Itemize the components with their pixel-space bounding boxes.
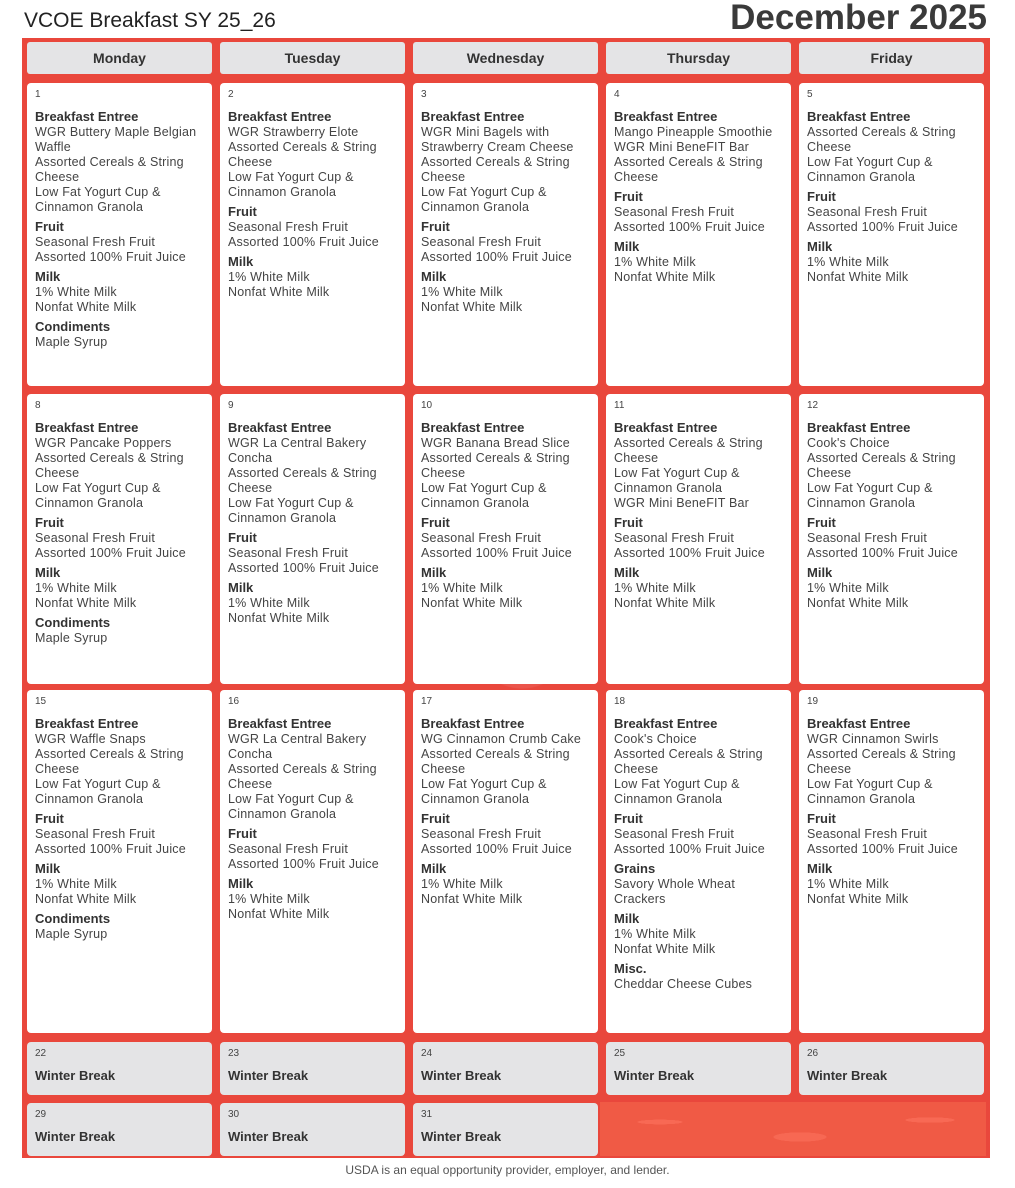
section-heading: Milk — [614, 239, 640, 254]
section-heading: Milk — [228, 876, 254, 891]
day-cell — [27, 394, 212, 684]
section-heading: Milk — [807, 239, 833, 254]
menu-item: Nonfat White Milk — [807, 892, 909, 906]
section-heading: Milk — [421, 861, 447, 876]
break-cell — [413, 1103, 598, 1156]
menu-item: Assorted Cereals & String — [614, 747, 763, 761]
menu-item: Assorted Cereals & String — [614, 436, 763, 450]
section-heading: Milk — [35, 565, 61, 580]
day-cell — [27, 690, 212, 1033]
break-cell — [27, 1103, 212, 1156]
section-heading: Breakfast Entree — [807, 420, 911, 435]
section-heading: Breakfast Entree — [35, 109, 139, 124]
day-number: 29 — [35, 1109, 47, 1120]
menu-item: Seasonal Fresh Fruit — [228, 220, 349, 234]
menu-item: WGR La Central Bakery — [228, 436, 367, 450]
menu-item: Strawberry Cream Cheese — [421, 140, 574, 154]
menu-item: 1% White Milk — [35, 285, 117, 299]
menu-item: Cinnamon Granola — [228, 185, 337, 199]
menu-item: Cheese — [807, 466, 852, 480]
menu-item: WGR Banana Bread Slice — [421, 436, 570, 450]
day-header-friday: Friday — [799, 42, 984, 74]
menu-item: Cinnamon Granola — [807, 170, 916, 184]
menu-item: Seasonal Fresh Fruit — [35, 531, 156, 545]
menu-item: Low Fat Yogurt Cup & — [807, 155, 933, 169]
menu-item: Cook's Choice — [807, 436, 890, 450]
section-heading: Milk — [614, 565, 640, 580]
winter-break-label: Winter Break — [228, 1129, 309, 1144]
day-number: 24 — [421, 1048, 433, 1059]
menu-item: Cinnamon Granola — [35, 792, 144, 806]
menu-item: Assorted 100% Fruit Juice — [614, 842, 765, 856]
day-header-monday: Monday — [27, 42, 212, 74]
menu-item: 1% White Milk — [35, 581, 117, 595]
menu-item: Seasonal Fresh Fruit — [807, 827, 928, 841]
day-cell — [606, 83, 791, 386]
menu-item: Assorted 100% Fruit Juice — [421, 842, 572, 856]
break-cell — [27, 1042, 212, 1095]
menu-item: Nonfat White Milk — [614, 270, 716, 284]
menu-item: 1% White Milk — [228, 892, 310, 906]
menu-item: 1% White Milk — [807, 877, 889, 891]
menu-item: Assorted Cereals & String — [614, 155, 763, 169]
menu-item: Cinnamon Granola — [421, 496, 530, 510]
menu-item: Cheese — [35, 466, 80, 480]
day-number: 26 — [807, 1048, 819, 1059]
day-number: 25 — [614, 1048, 626, 1059]
menu-item: WGR Strawberry Elote — [228, 125, 359, 139]
section-heading: Breakfast Entree — [807, 716, 911, 731]
menu-item: Assorted Cereals & String — [421, 451, 570, 465]
menu-item: Assorted 100% Fruit Juice — [35, 842, 186, 856]
day-number: 23 — [228, 1048, 240, 1059]
menu-item: Low Fat Yogurt Cup & — [421, 185, 547, 199]
menu-item: Assorted Cereals & String — [807, 451, 956, 465]
menu-item: Nonfat White Milk — [421, 596, 523, 610]
menu-item: Cinnamon Granola — [807, 792, 916, 806]
menu-item: Nonfat White Milk — [614, 942, 716, 956]
menu-item: Nonfat White Milk — [807, 270, 909, 284]
section-heading: Breakfast Entree — [228, 420, 332, 435]
section-heading: Breakfast Entree — [35, 420, 139, 435]
menu-item: WGR Mini BeneFIT Bar — [614, 140, 750, 154]
day-cell — [799, 394, 984, 684]
menu-item: 1% White Milk — [421, 285, 503, 299]
break-cell — [220, 1103, 405, 1156]
day-number: 9 — [228, 400, 234, 411]
section-heading: Breakfast Entree — [614, 420, 718, 435]
menu-item: Seasonal Fresh Fruit — [421, 827, 542, 841]
menu-item: Assorted Cereals & String — [421, 155, 570, 169]
month-title: December 2025 — [730, 0, 987, 37]
section-heading: Milk — [228, 580, 254, 595]
menu-item: Cheese — [807, 762, 852, 776]
day-cell — [413, 690, 598, 1033]
day-number: 5 — [807, 89, 813, 100]
section-heading: Fruit — [614, 189, 643, 204]
section-heading: Fruit — [807, 515, 836, 530]
menu-item: Assorted 100% Fruit Juice — [807, 220, 958, 234]
day-number: 1 — [35, 89, 41, 100]
menu-item: Assorted Cereals & String — [35, 155, 184, 169]
menu-item: Maple Syrup — [35, 927, 108, 941]
menu-item: Low Fat Yogurt Cup & — [35, 777, 161, 791]
section-heading: Condiments — [35, 911, 111, 926]
winter-break-label: Winter Break — [35, 1129, 116, 1144]
menu-item: Cinnamon Granola — [614, 792, 723, 806]
menu-item: Cinnamon Granola — [35, 496, 144, 510]
section-heading: Fruit — [421, 515, 450, 530]
menu-item: 1% White Milk — [807, 255, 889, 269]
menu-item: Mango Pineapple Smoothie — [614, 125, 773, 139]
section-heading: Fruit — [421, 219, 450, 234]
day-number: 31 — [421, 1109, 433, 1120]
day-number: 4 — [614, 89, 620, 100]
menu-item: 1% White Milk — [614, 255, 696, 269]
menu-item: Cheese — [421, 466, 466, 480]
menu-item: Assorted 100% Fruit Juice — [228, 235, 379, 249]
menu-item: Cinnamon Granola — [421, 792, 530, 806]
section-heading: Grains — [614, 861, 656, 876]
day-header-wednesday: Wednesday — [413, 42, 598, 74]
menu-item: Seasonal Fresh Fruit — [421, 531, 542, 545]
day-cell — [220, 83, 405, 386]
footer-note: USDA is an equal opportunity provider, employer, and lender. — [345, 1163, 670, 1177]
winter-break-label: Winter Break — [35, 1068, 116, 1083]
calendar-title: VCOE Breakfast SY 25_26 — [24, 9, 276, 32]
section-heading: Fruit — [35, 515, 64, 530]
menu-item: Assorted Cereals & String — [228, 466, 377, 480]
menu-item: Cheese — [421, 762, 466, 776]
menu-item: WGR Cinnamon Swirls — [807, 732, 939, 746]
section-heading: Breakfast Entree — [614, 716, 718, 731]
day-header-thursday: Thursday — [606, 42, 791, 74]
menu-item: Cheese — [614, 170, 659, 184]
menu-item: 1% White Milk — [421, 581, 503, 595]
menu-item: Nonfat White Milk — [421, 300, 523, 314]
menu-item: Concha — [228, 747, 273, 761]
menu-item: Low Fat Yogurt Cup & — [421, 777, 547, 791]
day-number: 18 — [614, 696, 626, 707]
menu-item: Crackers — [614, 892, 666, 906]
menu-item: Cheddar Cheese Cubes — [614, 977, 753, 991]
section-heading: Condiments — [35, 615, 111, 630]
menu-item: 1% White Milk — [807, 581, 889, 595]
section-heading: Misc. — [614, 961, 647, 976]
menu-item: Cheese — [228, 155, 273, 169]
section-heading: Breakfast Entree — [421, 716, 525, 731]
menu-item: Nonfat White Milk — [35, 596, 137, 610]
section-heading: Fruit — [807, 811, 836, 826]
menu-item: WGR Waffle Snaps — [35, 732, 146, 746]
menu-item: Seasonal Fresh Fruit — [807, 531, 928, 545]
menu-item: WGR Buttery Maple Belgian — [35, 125, 197, 139]
menu-item: Assorted Cereals & String — [421, 747, 570, 761]
section-heading: Breakfast Entree — [228, 716, 332, 731]
menu-item: Maple Syrup — [35, 631, 108, 645]
day-cell — [799, 690, 984, 1033]
menu-item: Assorted 100% Fruit Juice — [614, 546, 765, 560]
day-cell — [799, 83, 984, 386]
menu-item: Cheese — [35, 762, 80, 776]
menu-item: 1% White Milk — [614, 927, 696, 941]
menu-item: Nonfat White Milk — [421, 892, 523, 906]
menu-item: Nonfat White Milk — [35, 300, 137, 314]
menu-item: Assorted Cereals & String — [807, 125, 956, 139]
winter-break-label: Winter Break — [228, 1068, 309, 1083]
menu-item: Low Fat Yogurt Cup & — [807, 777, 933, 791]
menu-item: Low Fat Yogurt Cup & — [807, 481, 933, 495]
menu-item: Assorted Cereals & String — [35, 451, 184, 465]
break-cell — [799, 1042, 984, 1095]
menu-item: Seasonal Fresh Fruit — [614, 827, 735, 841]
menu-item: Assorted 100% Fruit Juice — [421, 250, 572, 264]
day-number: 16 — [228, 696, 240, 707]
day-header-tuesday: Tuesday — [220, 42, 405, 74]
section-heading: Breakfast Entree — [421, 420, 525, 435]
section-heading: Milk — [35, 269, 61, 284]
section-heading: Breakfast Entree — [807, 109, 911, 124]
menu-item: Seasonal Fresh Fruit — [807, 205, 928, 219]
section-heading: Fruit — [228, 204, 257, 219]
day-number: 11 — [614, 400, 625, 411]
menu-item: 1% White Milk — [614, 581, 696, 595]
day-number: 10 — [421, 400, 433, 411]
section-heading: Fruit — [614, 811, 643, 826]
menu-item: WGR Mini BeneFIT Bar — [614, 496, 750, 510]
day-number: 2 — [228, 89, 234, 100]
section-heading: Milk — [35, 861, 61, 876]
menu-item: Cinnamon Granola — [228, 511, 337, 525]
menu-item: Cheese — [614, 762, 659, 776]
menu-item: Nonfat White Milk — [614, 596, 716, 610]
section-heading: Fruit — [614, 515, 643, 530]
menu-item: Cook's Choice — [614, 732, 697, 746]
menu-item: Cheese — [421, 170, 466, 184]
menu-item: Low Fat Yogurt Cup & — [35, 185, 161, 199]
winter-break-label: Winter Break — [421, 1129, 502, 1144]
day-cell — [220, 690, 405, 1033]
menu-item: Assorted 100% Fruit Juice — [35, 546, 186, 560]
floral-decoration — [600, 1102, 986, 1156]
menu-item: Cinnamon Granola — [614, 481, 723, 495]
menu-item: Nonfat White Milk — [807, 596, 909, 610]
section-heading: Fruit — [35, 811, 64, 826]
menu-item: Seasonal Fresh Fruit — [614, 531, 735, 545]
section-heading: Fruit — [421, 811, 450, 826]
menu-item: Savory Whole Wheat — [614, 877, 736, 891]
section-heading: Milk — [421, 269, 447, 284]
menu-item: 1% White Milk — [228, 270, 310, 284]
menu-item: Assorted Cereals & String — [807, 747, 956, 761]
menu-item: Low Fat Yogurt Cup & — [228, 170, 354, 184]
section-heading: Fruit — [228, 826, 257, 841]
day-number: 22 — [35, 1048, 47, 1059]
day-number: 15 — [35, 696, 47, 707]
day-cell — [413, 83, 598, 386]
day-cell — [27, 83, 212, 386]
menu-item: Nonfat White Milk — [228, 907, 330, 921]
section-heading: Breakfast Entree — [421, 109, 525, 124]
section-heading: Fruit — [807, 189, 836, 204]
menu-item: 1% White Milk — [421, 877, 503, 891]
menu-item: Assorted 100% Fruit Juice — [807, 842, 958, 856]
menu-item: Low Fat Yogurt Cup & — [228, 496, 354, 510]
break-cell — [413, 1042, 598, 1095]
menu-item: Cheese — [614, 451, 659, 465]
menu-item: Assorted 100% Fruit Juice — [614, 220, 765, 234]
section-heading: Breakfast Entree — [614, 109, 718, 124]
winter-break-label: Winter Break — [614, 1068, 695, 1083]
menu-item: Assorted Cereals & String — [228, 140, 377, 154]
day-number: 17 — [421, 696, 433, 707]
day-number: 19 — [807, 696, 819, 707]
menu-item: Cheese — [807, 140, 852, 154]
winter-break-label: Winter Break — [421, 1068, 502, 1083]
menu-item: Seasonal Fresh Fruit — [35, 827, 156, 841]
day-number: 30 — [228, 1109, 240, 1120]
section-heading: Milk — [228, 254, 254, 269]
menu-item: WG Cinnamon Crumb Cake — [421, 732, 582, 746]
day-cell — [413, 394, 598, 684]
day-cell — [606, 690, 791, 1033]
menu-item: WGR La Central Bakery — [228, 732, 367, 746]
menu-item: Seasonal Fresh Fruit — [228, 842, 349, 856]
section-heading: Fruit — [228, 530, 257, 545]
menu-item: 1% White Milk — [228, 596, 310, 610]
menu-item: Waffle — [35, 140, 71, 154]
menu-item: WGR Pancake Poppers — [35, 436, 172, 450]
menu-item: Low Fat Yogurt Cup & — [421, 481, 547, 495]
menu-item: Cinnamon Granola — [228, 807, 337, 821]
day-cell — [606, 394, 791, 684]
menu-item: Assorted 100% Fruit Juice — [228, 561, 379, 575]
break-cell — [606, 1042, 791, 1095]
menu-item: Cheese — [35, 170, 80, 184]
section-heading: Condiments — [35, 319, 111, 334]
day-cell — [220, 394, 405, 684]
menu-item: Cheese — [228, 777, 273, 791]
menu-item: Assorted 100% Fruit Juice — [807, 546, 958, 560]
menu-item: Assorted 100% Fruit Juice — [421, 546, 572, 560]
section-heading: Milk — [614, 911, 640, 926]
day-number: 12 — [807, 400, 819, 411]
winter-break-label: Winter Break — [807, 1068, 888, 1083]
menu-item: Assorted 100% Fruit Juice — [228, 857, 379, 871]
menu-item: Seasonal Fresh Fruit — [614, 205, 735, 219]
break-cell — [220, 1042, 405, 1095]
menu-item: Nonfat White Milk — [228, 611, 330, 625]
menu-item: 1% White Milk — [35, 877, 117, 891]
menu-item: Seasonal Fresh Fruit — [228, 546, 349, 560]
menu-item: Assorted Cereals & String — [35, 747, 184, 761]
section-heading: Breakfast Entree — [228, 109, 332, 124]
menu-item: Seasonal Fresh Fruit — [35, 235, 156, 249]
day-number: 3 — [421, 89, 427, 100]
section-heading: Milk — [807, 565, 833, 580]
section-heading: Milk — [807, 861, 833, 876]
menu-item: Seasonal Fresh Fruit — [421, 235, 542, 249]
menu-item: Cheese — [228, 481, 273, 495]
menu-item: Maple Syrup — [35, 335, 108, 349]
menu-item: Nonfat White Milk — [35, 892, 137, 906]
menu-item: Cinnamon Granola — [807, 496, 916, 510]
menu-item: Low Fat Yogurt Cup & — [228, 792, 354, 806]
menu-item: Cinnamon Granola — [35, 200, 144, 214]
menu-item: Cinnamon Granola — [421, 200, 530, 214]
menu-item: Assorted 100% Fruit Juice — [35, 250, 186, 264]
menu-item: Nonfat White Milk — [228, 285, 330, 299]
menu-item: Low Fat Yogurt Cup & — [614, 466, 740, 480]
day-number: 8 — [35, 400, 41, 411]
menu-item: Assorted Cereals & String — [228, 762, 377, 776]
section-heading: Fruit — [35, 219, 64, 234]
menu-item: Low Fat Yogurt Cup & — [35, 481, 161, 495]
section-heading: Milk — [421, 565, 447, 580]
menu-item: Low Fat Yogurt Cup & — [614, 777, 740, 791]
menu-item: Concha — [228, 451, 273, 465]
menu-item: WGR Mini Bagels with — [421, 125, 550, 139]
section-heading: Breakfast Entree — [35, 716, 139, 731]
